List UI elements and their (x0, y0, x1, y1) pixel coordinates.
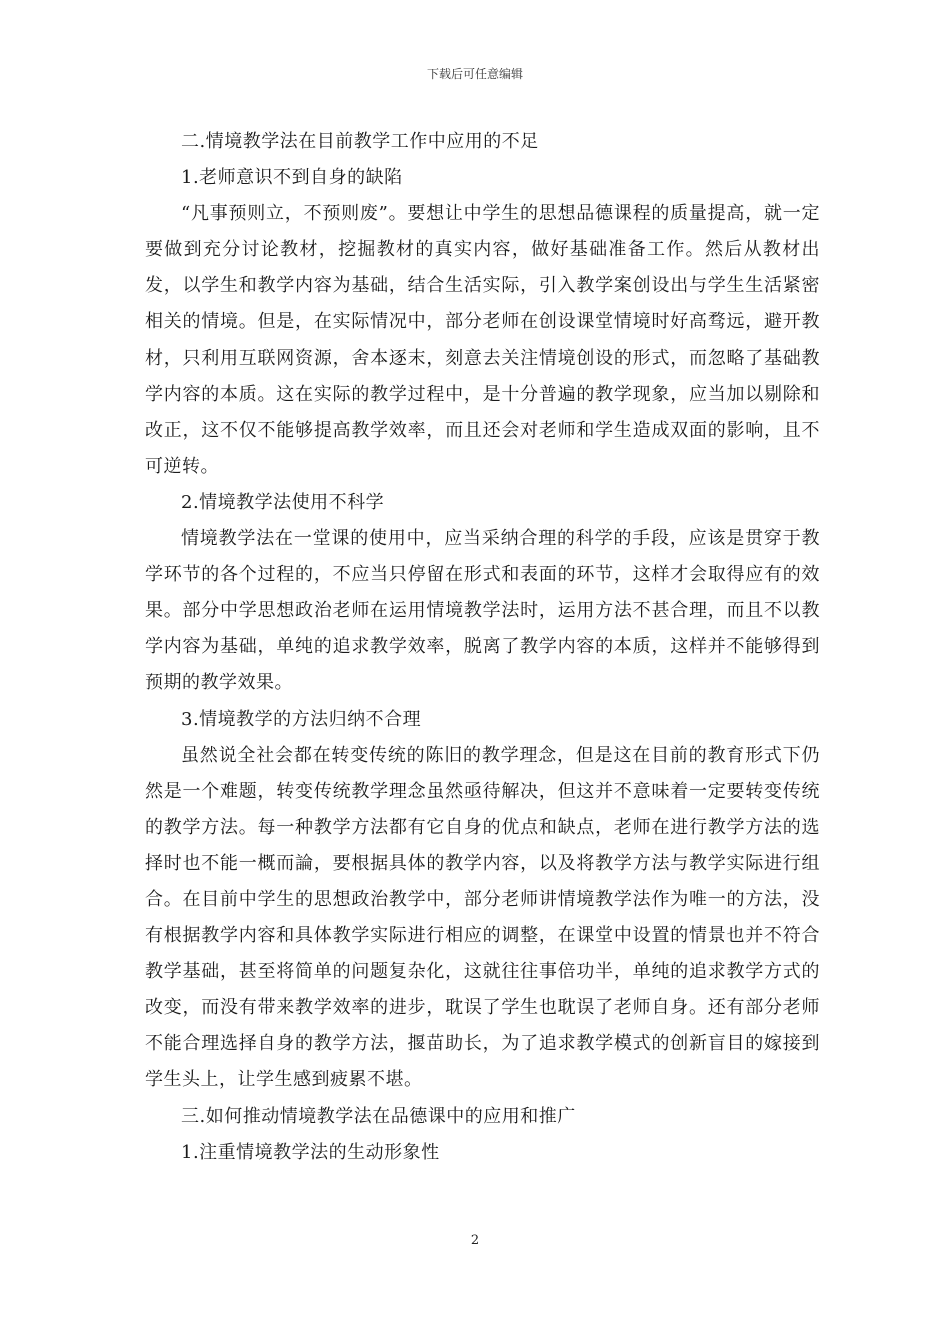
body-paragraph: “凡事预则立，不预则废”。要想让中学生的思想品德课程的质量提高，就一定要做到充分讨论教材，挖掘教材的真实内容，做好基础准备工作。然后从教材出发，以学生和教学内容为基础，结合生活实际，引入教学案创设出与学生生活紧密相关的情境。但是，在实际情况中，部分老师在创设课堂情境时好高骛远，避开教材，只利用互联网资源，舍本逐末，刻意去关注情境创设的形式，而忽略了基础教学内容的本质。这在实际的教学过程中，是十分普遍的教学现象，应当加以剔除和改正，这不仅不能够提高教学效率，而且还会对老师和学生造成双面的影响，且不可逆转。 (145, 203, 820, 477)
body-paragraph: 虽然说全社会都在转变传统的陈旧的教学理念，但是这在目前的教育形式下仍然是一个难题，转变传统教学理念虽然亟待解决，但这并不意味着一定要转变传统的教学方法。每一种教学方法都有它自身的优点和缺点，老师在进行教学方法的选择时也不能一概而論，要根据具体的教学内容，以及将教学方法与教学实际进行组合。在目前中学生的思想政治教学中，部分老师讲情境教学法作为唯一的方法，没有根据教学内容和具体教学实际进行相应的调整，在课堂中设置的情景也并不符合教学基础，甚至将简单的问题复杂化，这就往往事倍功半，单纯的追求教学方式的改变，而没有带来教学效率的进步，耽误了学生也耽误了老师自身。还有部分老师不能合理选择自身的教学方法，揠苗助长，为了追求教学模式的创新盲目的嫁接到学生头上，让学生感到疲累不堪。 (145, 744, 820, 1091)
section-heading: 三.如何推动情境教学法在品德课中的应用和推广 (181, 1105, 576, 1127)
subsection-heading: 2.情境教学法使用不科学 (181, 491, 385, 513)
subsection-heading: 1.老师意识不到自身的缺陷 (181, 167, 403, 189)
page-number: 2 (470, 1233, 480, 1248)
body-paragraph: 情境教学法在一堂课的使用中，应当采纳合理的科学的手段，应该是贯穿于教学环节的各个过程的，不应当只停留在形式和表面的环节，这样才会取得应有的效果。部分中学思想政治老师在运用情境教学法时，运用方法不甚合理，而且不以教学内容为基础，单纯的追求教学效率，脱离了教学内容的本质，这样并不能够得到预期的教学效果。 (145, 528, 820, 694)
section-heading: 二.情境教学法在目前教学工作中应用的不足 (181, 131, 539, 152)
subsection-heading: 1.注重情境教学法的生动形象性 (181, 1141, 440, 1163)
document-body (145, 124, 820, 1171)
subsection-heading: 3.情境教学的方法归纳不合理 (181, 708, 422, 730)
page-header: 下载后可任意编辑 (426, 67, 523, 81)
